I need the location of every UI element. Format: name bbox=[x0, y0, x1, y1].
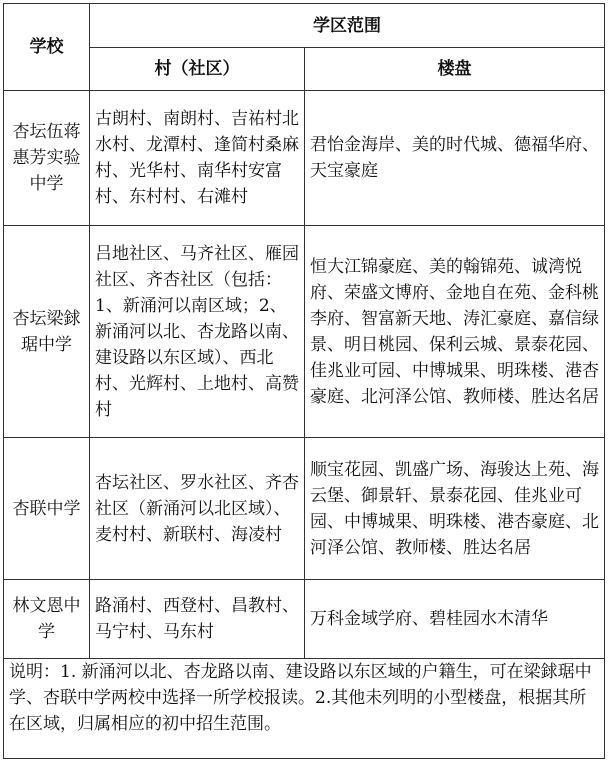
header-row-2 bbox=[4, 48, 605, 91]
header-zone: 学区范围 bbox=[90, 4, 605, 48]
header-school: 学校 bbox=[4, 4, 90, 91]
village-list: 路涌村、西登村、昌教村、马宁村、马东村 bbox=[90, 580, 305, 659]
school-name: 杏坛梁銶琚中学 bbox=[4, 226, 90, 438]
header-village: 村（社区） bbox=[90, 48, 305, 91]
table-row bbox=[4, 438, 605, 580]
school-zone-document bbox=[3, 3, 605, 759]
header-estate: 楼盘 bbox=[305, 48, 605, 91]
school-zone-table bbox=[3, 3, 605, 759]
note-row bbox=[4, 659, 605, 759]
school-name: 杏坛伍蒋惠芳实验中学 bbox=[4, 91, 90, 226]
village-list: 杏坛社区、罗水社区、齐杏社区（新涌河以北区域）、麦村村、新联村、海凌村 bbox=[90, 438, 305, 580]
header-row-1 bbox=[4, 4, 605, 48]
estate-list: 君怡金海岸、美的时代城、德福华府、天宝豪庭 bbox=[305, 91, 605, 226]
school-name: 杏联中学 bbox=[4, 438, 90, 580]
village-list: 吕地社区、马齐社区、雁园社区、齐杏社区（包括：1、新涌河以南区域；2、新涌河以北、杏龙路以南、建设路以东区域）、西北村、光辉村、上地村、高赞村 bbox=[90, 226, 305, 438]
estate-list: 恒大江锦豪庭、美的翰锦苑、诚湾悦府、荣盛文博府、金地自在苑、金科桃李府、智富新天地、涛汇豪庭、嘉信绿景、明日桃园、保利云城、景泰花园、佳兆业可园、中博城果、明珠楼、港杏豪庭、北河泽公馆、教师楼、胜达名居 bbox=[305, 226, 605, 438]
school-name: 林文恩中学 bbox=[4, 580, 90, 659]
table-row bbox=[4, 226, 605, 438]
note-text: 说明：1. 新涌河以北、杏龙路以南、建设路以东区域的户籍生，可在梁銶琚中学、杏联中学两校中选择一所学校报读。2.其他未列明的小型楼盘，根据其所在区域，归属相应的初中招生范围。 bbox=[4, 659, 605, 759]
estate-list: 万科金域学府、碧桂园水木清华 bbox=[305, 580, 605, 659]
table-row bbox=[4, 91, 605, 226]
estate-list: 顺宝花园、凯盛广场、海骏达上苑、海云堡、御景轩、景泰花园、佳兆业可园、中博城果、明珠楼、港杏豪庭、北河泽公馆、教师楼、胜达名居 bbox=[305, 438, 605, 580]
table-row bbox=[4, 580, 605, 659]
village-list: 古朗村、南朗村、吉祐村北水村、龙潭村、逢简村桑麻村、光华村、南华村安富村、东村村、右滩村 bbox=[90, 91, 305, 226]
